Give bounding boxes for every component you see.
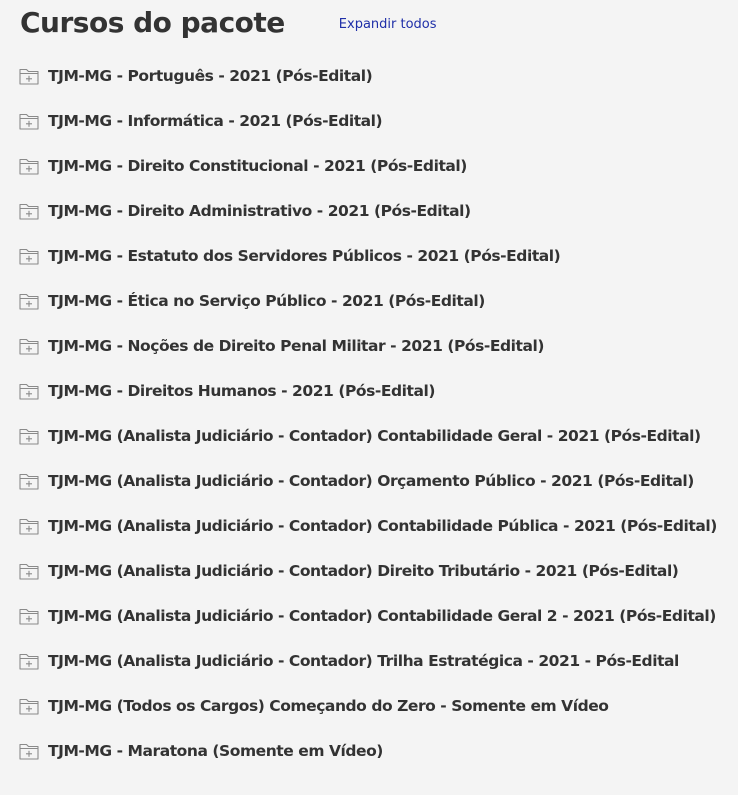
folder-plus-icon <box>19 427 39 445</box>
course-label: TJM-MG - Direito Administrativo - 2021 (Pós-Edital) <box>48 201 471 220</box>
folder-plus-icon <box>19 607 39 625</box>
course-item[interactable] <box>19 53 717 98</box>
course-label: TJM-MG (Analista Judiciário - Contador) Direito Tributário - 2021 (Pós-Edital) <box>48 561 679 580</box>
course-item[interactable] <box>19 683 717 728</box>
course-item[interactable] <box>19 458 717 503</box>
folder-plus-icon <box>19 652 39 670</box>
course-label: TJM-MG - Maratona (Somente em Vídeo) <box>48 741 383 760</box>
folder-plus-icon <box>19 742 39 760</box>
course-label: TJM-MG - Noções de Direito Penal Militar - 2021 (Pós-Edital) <box>48 336 544 355</box>
course-item[interactable] <box>19 143 717 188</box>
course-item[interactable] <box>19 323 717 368</box>
course-label: TJM-MG - Estatuto dos Servidores Públicos - 2021 (Pós-Edital) <box>48 246 561 265</box>
course-item[interactable] <box>19 98 717 143</box>
course-item[interactable] <box>19 548 717 593</box>
course-item[interactable] <box>19 413 717 458</box>
folder-plus-icon <box>19 337 39 355</box>
course-label: TJM-MG - Direitos Humanos - 2021 (Pós-Edital) <box>48 381 435 400</box>
folder-plus-icon <box>19 562 39 580</box>
course-label: TJM-MG (Analista Judiciário - Contador) Contabilidade Geral 2 - 2021 (Pós-Edital) <box>48 606 716 625</box>
section-header <box>20 2 437 42</box>
folder-plus-icon <box>19 472 39 490</box>
folder-plus-icon <box>19 67 39 85</box>
folder-plus-icon <box>19 697 39 715</box>
course-label: TJM-MG - Informática - 2021 (Pós-Edital) <box>48 111 383 130</box>
course-item[interactable] <box>19 503 717 548</box>
course-item[interactable] <box>19 233 717 278</box>
course-item[interactable] <box>19 368 717 413</box>
course-label: TJM-MG (Analista Judiciário - Contador) Contabilidade Geral - 2021 (Pós-Edital) <box>48 426 701 445</box>
course-item[interactable] <box>19 638 717 683</box>
page-title: Cursos do pacote <box>20 5 285 39</box>
course-label: TJM-MG (Todos os Cargos) Começando do Zero - Somente em Vídeo <box>48 696 609 715</box>
folder-plus-icon <box>19 292 39 310</box>
expand-all-link[interactable]: Expandir todos <box>338 16 437 32</box>
folder-plus-icon <box>19 112 39 130</box>
course-item[interactable] <box>19 278 717 323</box>
folder-plus-icon <box>19 202 39 220</box>
course-label: TJM-MG - Ética no Serviço Público - 2021 (Pós-Edital) <box>48 291 485 310</box>
folder-plus-icon <box>19 382 39 400</box>
course-label: TJM-MG (Analista Judiciário - Contador) Trilha Estratégica - 2021 - Pós-Edital <box>48 651 679 670</box>
course-item[interactable] <box>19 728 717 773</box>
folder-plus-icon <box>19 157 39 175</box>
course-item[interactable] <box>19 188 717 233</box>
folder-plus-icon <box>19 517 39 535</box>
course-label: TJM-MG - Direito Constitucional - 2021 (Pós-Edital) <box>48 156 467 175</box>
folder-plus-icon <box>19 247 39 265</box>
course-label: TJM-MG (Analista Judiciário - Contador) Orçamento Público - 2021 (Pós-Edital) <box>48 471 694 490</box>
course-label: TJM-MG (Analista Judiciário - Contador) Contabilidade Pública - 2021 (Pós-Edital) <box>48 516 717 535</box>
course-label: TJM-MG - Português - 2021 (Pós-Edital) <box>48 66 373 85</box>
course-item[interactable] <box>19 593 717 638</box>
course-list <box>19 53 717 773</box>
